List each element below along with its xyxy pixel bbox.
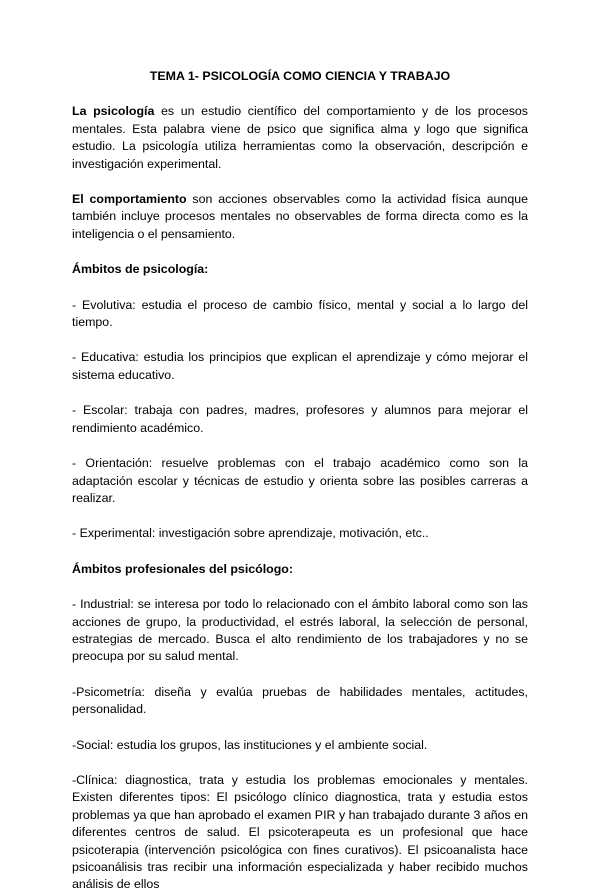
list-item: - Evolutiva: estudia el proceso de cambio físico, mental y social a lo largo del tiempo. bbox=[72, 297, 528, 330]
document-page bbox=[72, 68, 528, 894]
section-heading-professional-fields: Ámbitos profesionales del psicólogo: bbox=[72, 561, 293, 576]
list-item: - Escolar: trabaja con padres, madres, profesores y alumnos para mejorar el rendimiento académico. bbox=[72, 403, 528, 435]
list-item: - Industrial: se interesa por todo lo relacionado con el ámbito laboral como son las acciones de grupo, la productividad, el estrés laboral, la selección de personal, estrategias de mercado. Busca el alto rendimiento de los trabajadores y no se preocupa por su salud mental. bbox=[72, 597, 528, 664]
section-heading-psychology-fields: Ámbitos de psicología: bbox=[72, 262, 209, 277]
list-item: -Psicometría: diseña y evalúa pruebas de habilidades mentales, actitudes, personalidad. bbox=[72, 684, 528, 717]
list-item: -Clínica: diagnostica, trata y estudia los problemas emocionales y mentales. Existen diferentes tipos: El psicólogo clínico diagnostica, trata y estudia estos problemas ya que han aprobado el examen PIR y han trabajado durante 3 años en diferentes centros de salud. El psicoterapeuta es un profesional que hace psicoterapia (intervención psicológica con fines curativos). El psicoanalista hace psicoanálisis tras recibir una información especializada y haber recibido muchos análisis de ellos bbox=[72, 772, 528, 892]
behavior-term: El comportamiento bbox=[72, 192, 187, 207]
list-item: - Experimental: investigación sobre aprendizaje, motivación, etc.. bbox=[72, 526, 429, 541]
list-item: - Orientación: resuelve problemas con el trabajo académico como son la adaptación escolar y técnicas de estudio y orienta sobre las posibles carreras a realizar. bbox=[72, 456, 528, 505]
page-title: TEMA 1- PSICOLOGÍA COMO CIENCIA Y TRABAJO bbox=[149, 69, 451, 83]
intro-text: es un estudio científico del comportamiento y de los procesos mentales. Esta palabra viene de psico que significa alma y logo que significa estudio. La psicología utiliza herramientas como la observación, descripción e investigación experimental. bbox=[72, 104, 528, 171]
list-item: - Educativa: estudia los principios que explican el aprendizaje y cómo mejorar el sistema educativo. bbox=[72, 350, 528, 382]
list-item: -Social: estudia los grupos, las instituciones y el ambiente social. bbox=[72, 737, 428, 752]
behavior-paragraph bbox=[72, 191, 528, 243]
behavior-text: son acciones observables como la actividad física aunque también incluye procesos mentales no observables de forma directa como es la inteligencia o el pensamiento. bbox=[72, 192, 528, 241]
intro-term: La psicología bbox=[72, 104, 155, 119]
intro-paragraph bbox=[72, 103, 528, 173]
